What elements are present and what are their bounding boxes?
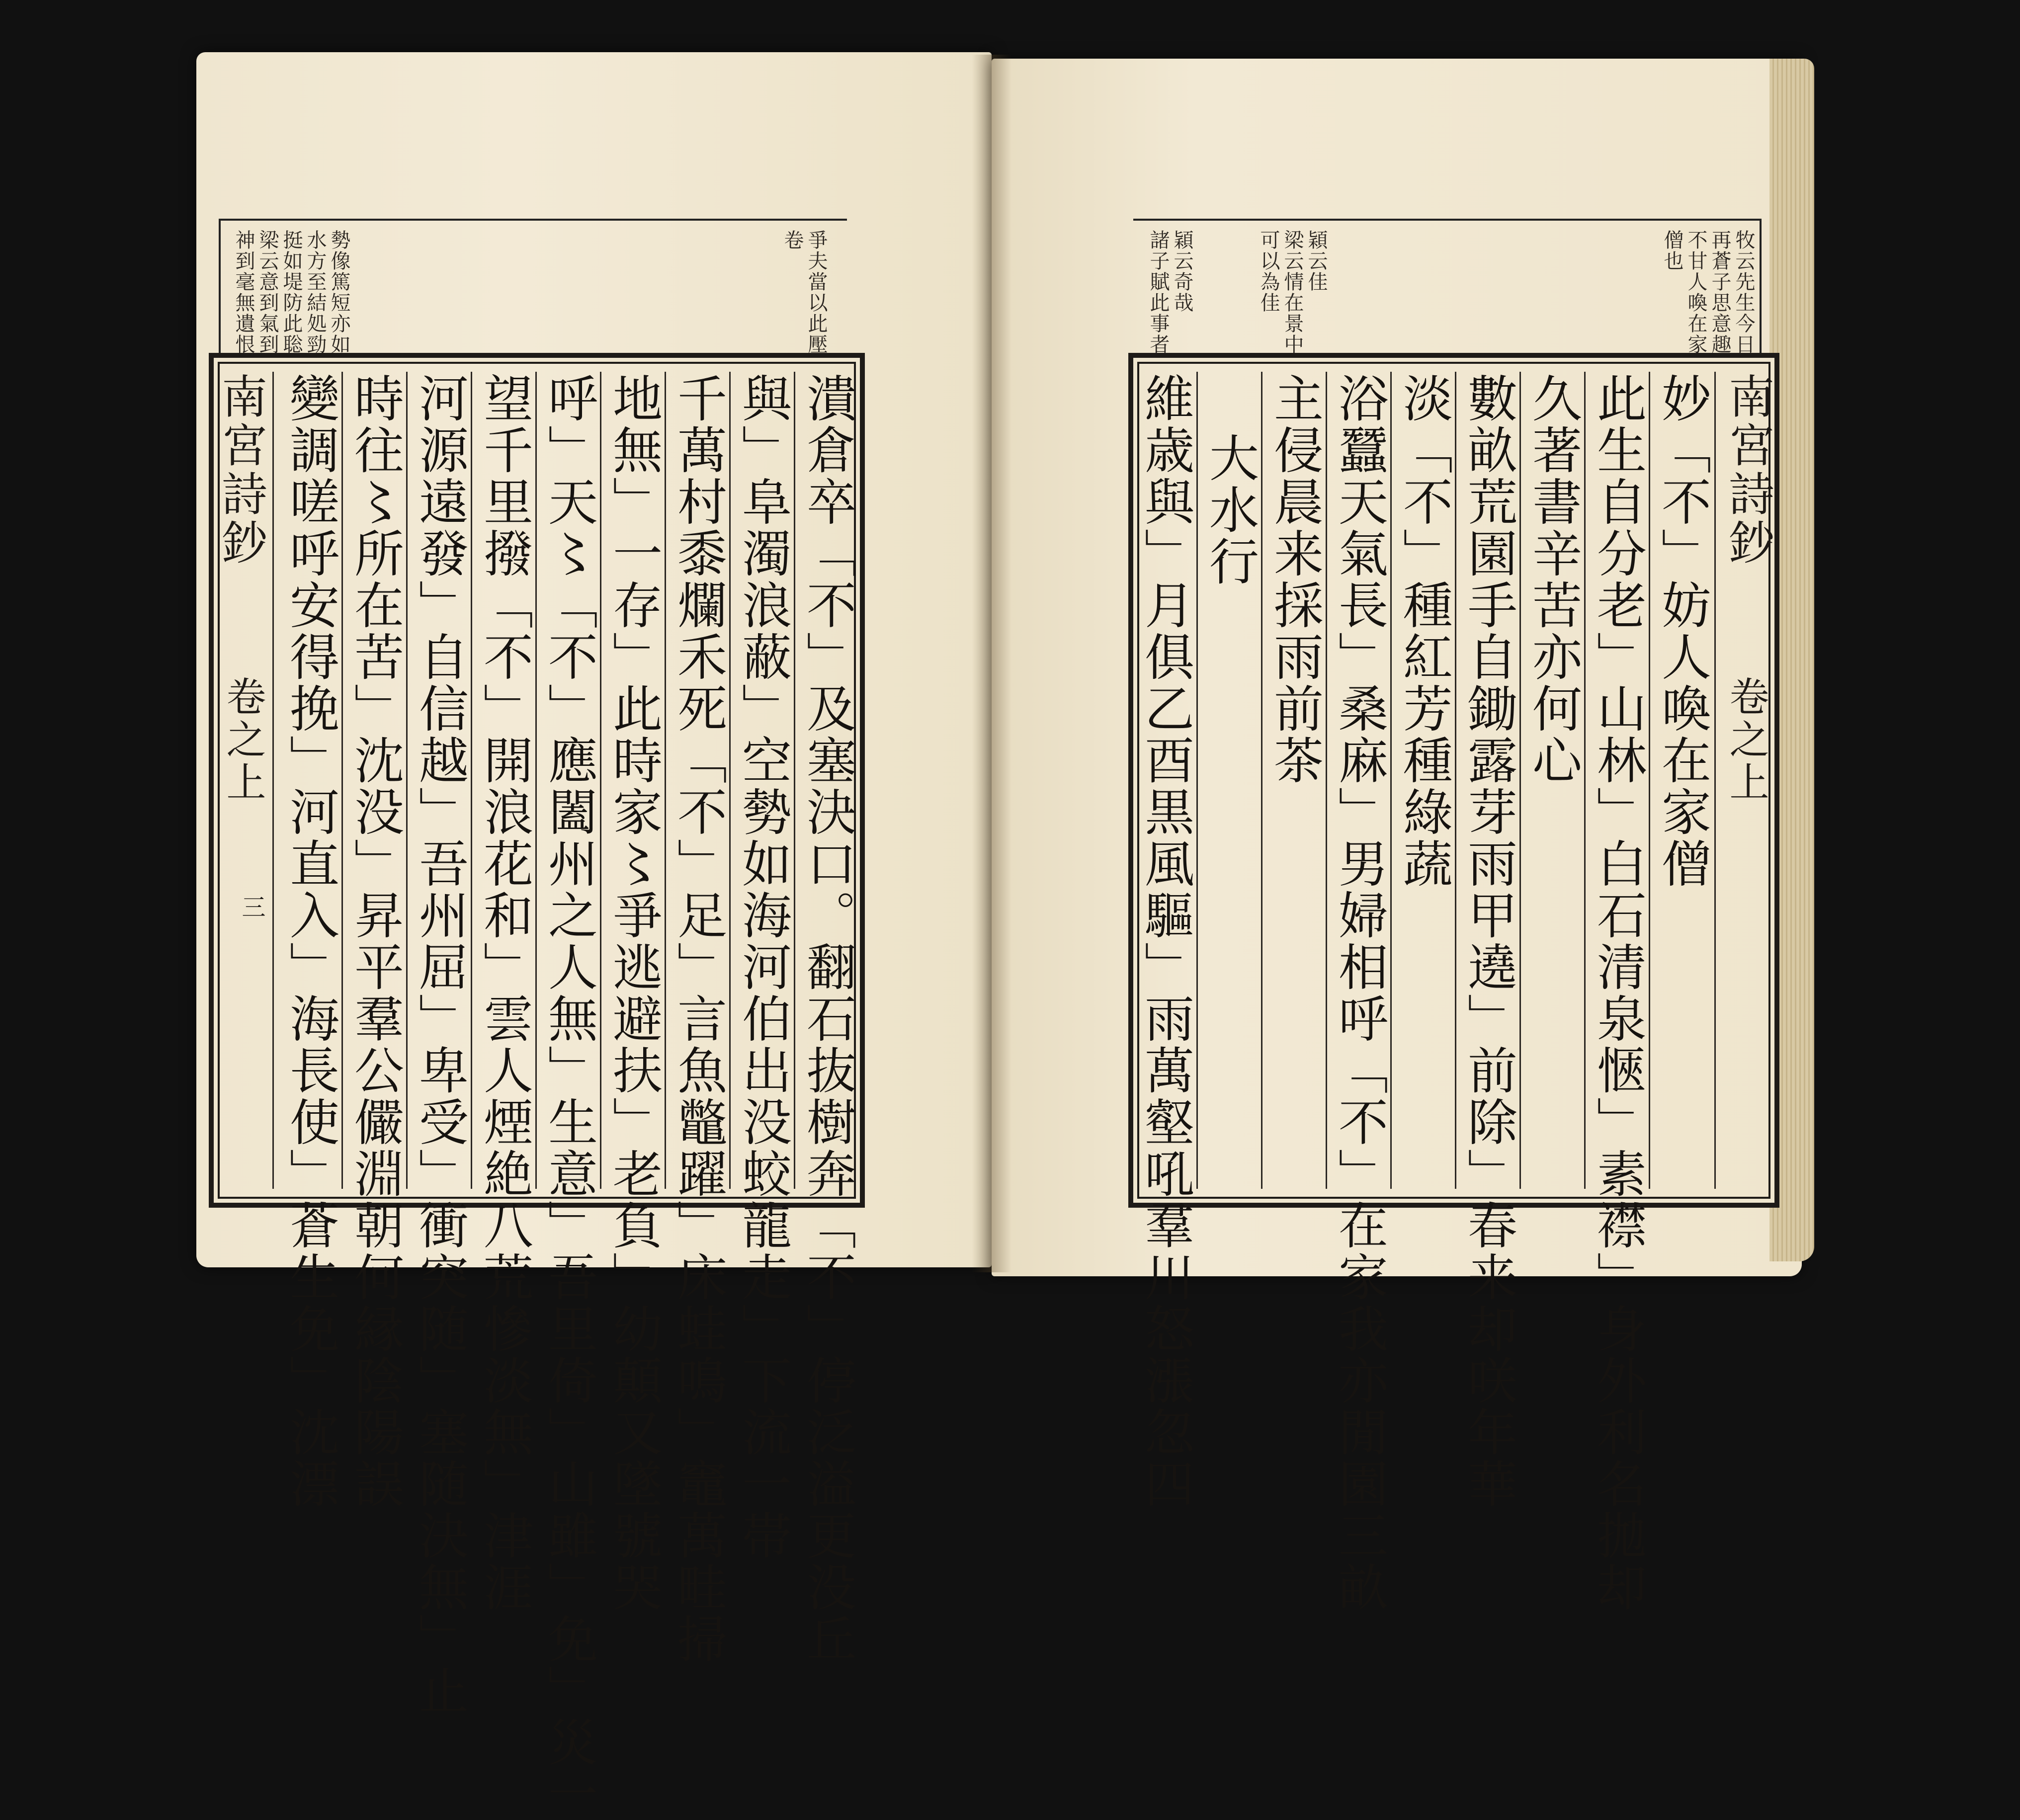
left-volume-label: 卷之上 bbox=[220, 676, 266, 804]
left-folio-number: 三 bbox=[238, 895, 265, 919]
column-rule bbox=[1390, 372, 1392, 1189]
column-rule bbox=[535, 372, 537, 1189]
left-text-column-1: 潰倉卒「不」及塞決口。翻石抜樹奔「不」停泛溢更没丘 bbox=[798, 373, 856, 1665]
right-note-7: 可以為佳 bbox=[1257, 230, 1280, 313]
left-note-2: 卷 bbox=[781, 230, 804, 250]
right-note-3: 不甘人喚在家 bbox=[1684, 230, 1707, 355]
right-text-column-7: 主侵晨来採雨前茶 bbox=[1265, 373, 1324, 786]
column-rule bbox=[1714, 372, 1716, 1189]
right-book-title: 南宮詩鈔 bbox=[1721, 373, 1774, 568]
right-text-column-1: 妙「不」妨人喚在家僧 bbox=[1653, 373, 1711, 890]
column-rule bbox=[729, 372, 731, 1189]
right-text-column-9: 維歳與」月俱乙酉黒風驅」雨萬壑吼羣川怒漲忽四 bbox=[1136, 373, 1194, 1510]
left-text-column-4: 地無」一存」此時家〻爭逃避扶」老負」幼顛又墜號哭 bbox=[604, 373, 663, 1613]
column-rule bbox=[1455, 372, 1456, 1189]
right-text-column-5: 淡「不」種紅芳種綠蔬 bbox=[1395, 373, 1453, 890]
right-note-6: 梁云情在景中 bbox=[1281, 230, 1304, 355]
right-text-column-4: 數畝荒園手自鋤露芽雨甲遶」前除」春来却咲年華 bbox=[1459, 373, 1517, 1510]
column-rule bbox=[1326, 372, 1327, 1189]
right-poem-title: 大水行 bbox=[1201, 432, 1259, 587]
right-note-5: 穎云佳 bbox=[1305, 230, 1328, 292]
left-text-column-7: 河源遠發」自信越」吾州屈」卑受」衝突随」塞随決無」止 bbox=[411, 373, 469, 1717]
left-note-5: 挺如堤防此聡 bbox=[280, 230, 303, 355]
right-text-column-2: 此生自分老」山林」白石清泉愜」素襟」身外利名拋却 bbox=[1589, 373, 1647, 1613]
left-text-column-2: 與」阜濁浪蔽」空勢如海河伯出没蛟龍走」下流一帯 bbox=[734, 373, 792, 1562]
column-rule bbox=[794, 372, 795, 1189]
left-text-column-5: 呼」天〻「不」應闔州之人無」生意」吾里倚」山雖」免」災一 bbox=[540, 373, 598, 1820]
left-note-3: 勢像篤短亦如 bbox=[328, 230, 350, 355]
right-note-4: 僧也 bbox=[1661, 230, 1683, 271]
column-rule bbox=[600, 372, 601, 1189]
left-note-6: 梁云意到氣到 bbox=[256, 230, 279, 355]
book-gutter bbox=[972, 55, 1011, 1272]
column-rule bbox=[341, 372, 343, 1189]
right-note-8: 穎云奇哉 bbox=[1171, 230, 1193, 313]
right-text-frame bbox=[1128, 353, 1779, 1613]
left-text-column-9: 變調嗟呼安得挽」河直入」海長使」蒼生免」沈漂 bbox=[281, 373, 339, 1510]
left-note-4: 水方至結処勁 bbox=[304, 230, 327, 355]
left-note-7: 神到毫無遺恨 bbox=[232, 230, 255, 355]
column-rule bbox=[1519, 372, 1521, 1189]
column-rule bbox=[1196, 372, 1198, 1189]
right-text-column-6: 浴蠶天氣長」桑麻」男婦相呼「不」在家我亦閒園三畝 bbox=[1330, 373, 1388, 1613]
left-text-column-3: 千萬村黍爛禾死「不」足」言魚鼈躍」床蛙鳴」竈萬畦掃 bbox=[669, 373, 727, 1665]
left-note-1: 爭夫當以此壓 bbox=[805, 230, 828, 355]
column-rule bbox=[665, 372, 666, 1189]
right-volume-label: 卷之上 bbox=[1723, 676, 1769, 804]
column-rule bbox=[1649, 372, 1650, 1189]
right-note-2: 再蒼子思意趣 bbox=[1708, 230, 1731, 355]
column-rule bbox=[272, 372, 274, 1189]
column-rule bbox=[406, 372, 408, 1189]
right-header-commentary-zone bbox=[1133, 219, 1762, 357]
left-text-column-8: 時往〻所在苦」沈没」昇平羣公儼淵朝何縁陰陽誤 bbox=[346, 373, 404, 1510]
left-book-title: 南宮詩鈔 bbox=[214, 373, 267, 568]
right-note-9: 諸子賦此事者 bbox=[1147, 230, 1170, 355]
left-text-column-6: 望千里撥「不」開浪花和」雲人煙絶八荒慘淡無」津涯 bbox=[475, 373, 533, 1613]
left-header-commentary-zone bbox=[219, 219, 847, 359]
column-rule bbox=[1584, 372, 1586, 1189]
column-rule bbox=[1261, 372, 1262, 1189]
right-note-1: 牧云先生今日 bbox=[1732, 230, 1755, 355]
column-rule bbox=[471, 372, 472, 1189]
right-text-column-3: 久著書辛苦亦何心 bbox=[1524, 373, 1582, 786]
left-text-frame bbox=[209, 353, 865, 1820]
